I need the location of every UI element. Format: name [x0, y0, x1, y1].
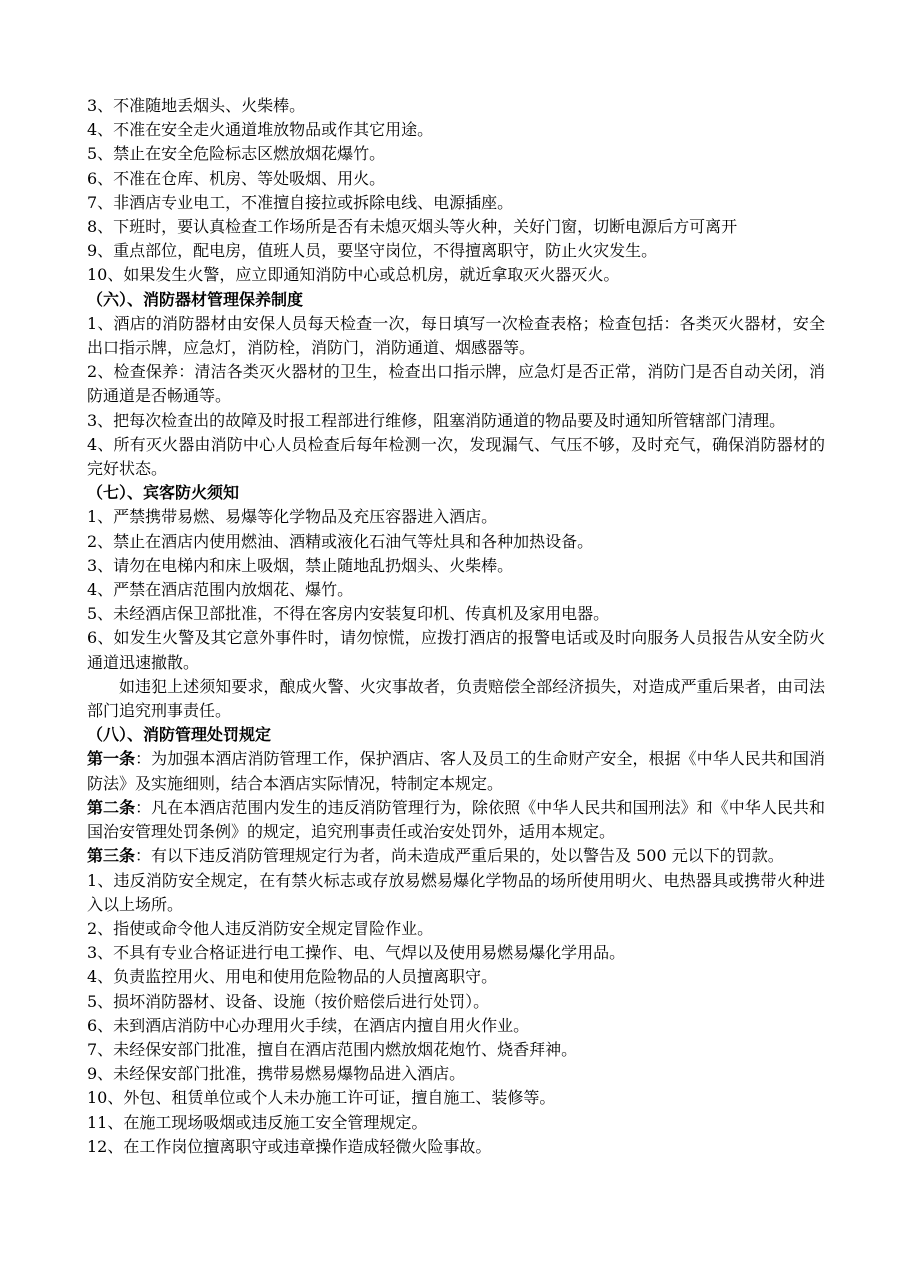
- list-item: 9、重点部位，配电房，值班人员，要坚守岗位，不得擅离职守，防止火灾发生。: [87, 241, 658, 261]
- section-equipment-maintenance: [87, 288, 825, 482]
- section-heading: （八）、消防管理处罚规定: [87, 725, 272, 745]
- article-paragraph: [87, 796, 825, 844]
- section-guest-fire-notice: [87, 481, 825, 723]
- list-item: 10、外包、租赁单位或个人未办施工许可证，擅自施工、装修等。: [87, 1088, 556, 1108]
- list-item: 4、不准在安全走火通道堆放物品或作其它用途。: [87, 120, 434, 140]
- article-paragraph: [87, 844, 825, 868]
- list-item: 5、禁止在安全危险标志区燃放烟花爆竹。: [87, 144, 386, 164]
- list-item: 6、如发生火警及其它意外事件时，请勿惊慌，应拨打酒店的报警电话或及时向服务人员报告从安全防火通道迅速撤散。: [87, 628, 825, 672]
- list-item: 5、损坏消防器材、设备、设施（按价赔偿后进行处罚）。: [87, 991, 490, 1011]
- list-item: 7、非酒店专业电工，不准擅自接拉或拆除电线、电源插座。: [87, 192, 514, 212]
- liability-note: 如违犯上述须知要求，酿成火警、火灾事故者，负责赔偿全部经济损失，对造成严重后果者，由司法部门追究刑事责任。: [87, 676, 825, 721]
- list-item: 5、未经酒店保卫部批准，不得在客房内安装复印机、传真机及家用电器。: [87, 604, 610, 624]
- list-item: 6、不准在仓库、机房、等处吸烟、用火。: [87, 168, 386, 188]
- list-item: 4、所有灭火器由消防中心人员检查后每年检测一次，发现漏气、气压不够，及时充气，确保消防器材的完好状态。: [87, 434, 825, 479]
- list-item: 4、负责监控用火、用电和使用危险物品的人员擅离职守。: [87, 967, 498, 987]
- section-heading: （六）、消防器材管理保养制度: [87, 289, 304, 309]
- article-text: ：有以下违反消防管理规定行为者，尚未造成严重后果的，处以警告及 500 元以下的罚款。: [135, 846, 784, 866]
- article-text: ：凡在本酒店范围内发生的违反消防管理行为，除依照《中华人民共和国刑法》和《中华人民共和国治安管理处罚条例》的规定，追究刑事责任或治安处罚外，适用本规定。: [87, 797, 825, 842]
- list-item: 2、指使或命令他人违反消防安全规定冒险作业。: [87, 918, 434, 938]
- list-item: 11、在施工现场吸烟或违反施工安全管理规定。: [87, 1112, 428, 1132]
- list-item: 9、未经保安部门批准，携带易燃易爆物品进入酒店。: [87, 1064, 466, 1084]
- section-heading: （七）、宾客防火须知: [87, 483, 240, 503]
- section-penalty-rules: [87, 723, 825, 1159]
- article-text: ：为加强本酒店消防管理工作，保护酒店、客人及员工的生命财产安全，根据《中华人民共和国消防法》及实施细则，结合本酒店实际情况，特制定本规定。: [87, 749, 825, 793]
- article-paragraph: [87, 747, 825, 795]
- list-item: 6、未到酒店消防中心办理用火手续，在酒店内擅自用火作业。: [87, 1015, 530, 1035]
- list-item: 7、未经保安部门批准，擅自在酒店范围内燃放烟花炮竹、烧香拜神。: [87, 1039, 578, 1059]
- list-item: 3、不准随地丢烟头、火柴棒。: [87, 96, 306, 115]
- list-item: 8、下班时，要认真检查工作场所是否有未熄灭烟头等火种，关好门窗，切断电源后方可离开: [87, 217, 738, 237]
- article-label: 第一条: [87, 749, 136, 769]
- list-item: 3、把每次检查出的故障及时报工程部进行维修，阻塞消防通道的物品要及时通知所管辖部门清理。: [87, 410, 786, 430]
- list-item: 1、严禁携带易燃、易爆等化学物品及充压容器进入酒店。: [87, 507, 498, 527]
- list-item: 1、酒店的消防器材由安保人员每天检查一次，每日填写一次检查表格；检查包括：各类灭火器材，安全出口指示牌，应急灯，消防栓，消防门，消防通道、烟感器等。: [87, 313, 825, 358]
- list-item: 4、严禁在酒店范围内放烟花、爆竹。: [87, 580, 354, 600]
- article-label: 第二条: [87, 797, 136, 817]
- rules-list: [87, 94, 825, 288]
- list-item: 2、禁止在酒店内使用燃油、酒精或液化石油气等灶具和各种加热设备。: [87, 531, 594, 551]
- list-item: 3、请勿在电梯内和床上吸烟，禁止随地乱扔烟头、火柴棒。: [87, 555, 514, 575]
- list-item: 1、违反消防安全规定，在有禁火标志或存放易燃易爆化学物品的场所使用明火、电热器具或携带火种进入以上场所。: [87, 870, 825, 914]
- list-item: 10、如果发生火警，应立即通知消防中心或总机房，就近拿取灭火器灭火。: [87, 265, 620, 285]
- article-label: 第三条: [87, 846, 136, 866]
- list-item: 12、在工作岗位擅离职守或违章操作造成轻微火险事故。: [87, 1136, 492, 1156]
- list-item: 3、不具有专业合格证进行电工操作、电、气焊以及使用易燃易爆化学用品。: [87, 943, 626, 963]
- list-item: 2、检查保养：清洁各类灭火器材的卫生，检查出口指示牌，应急灯是否正常，消防门是否自动关闭，消防通道是否畅通等。: [87, 362, 825, 406]
